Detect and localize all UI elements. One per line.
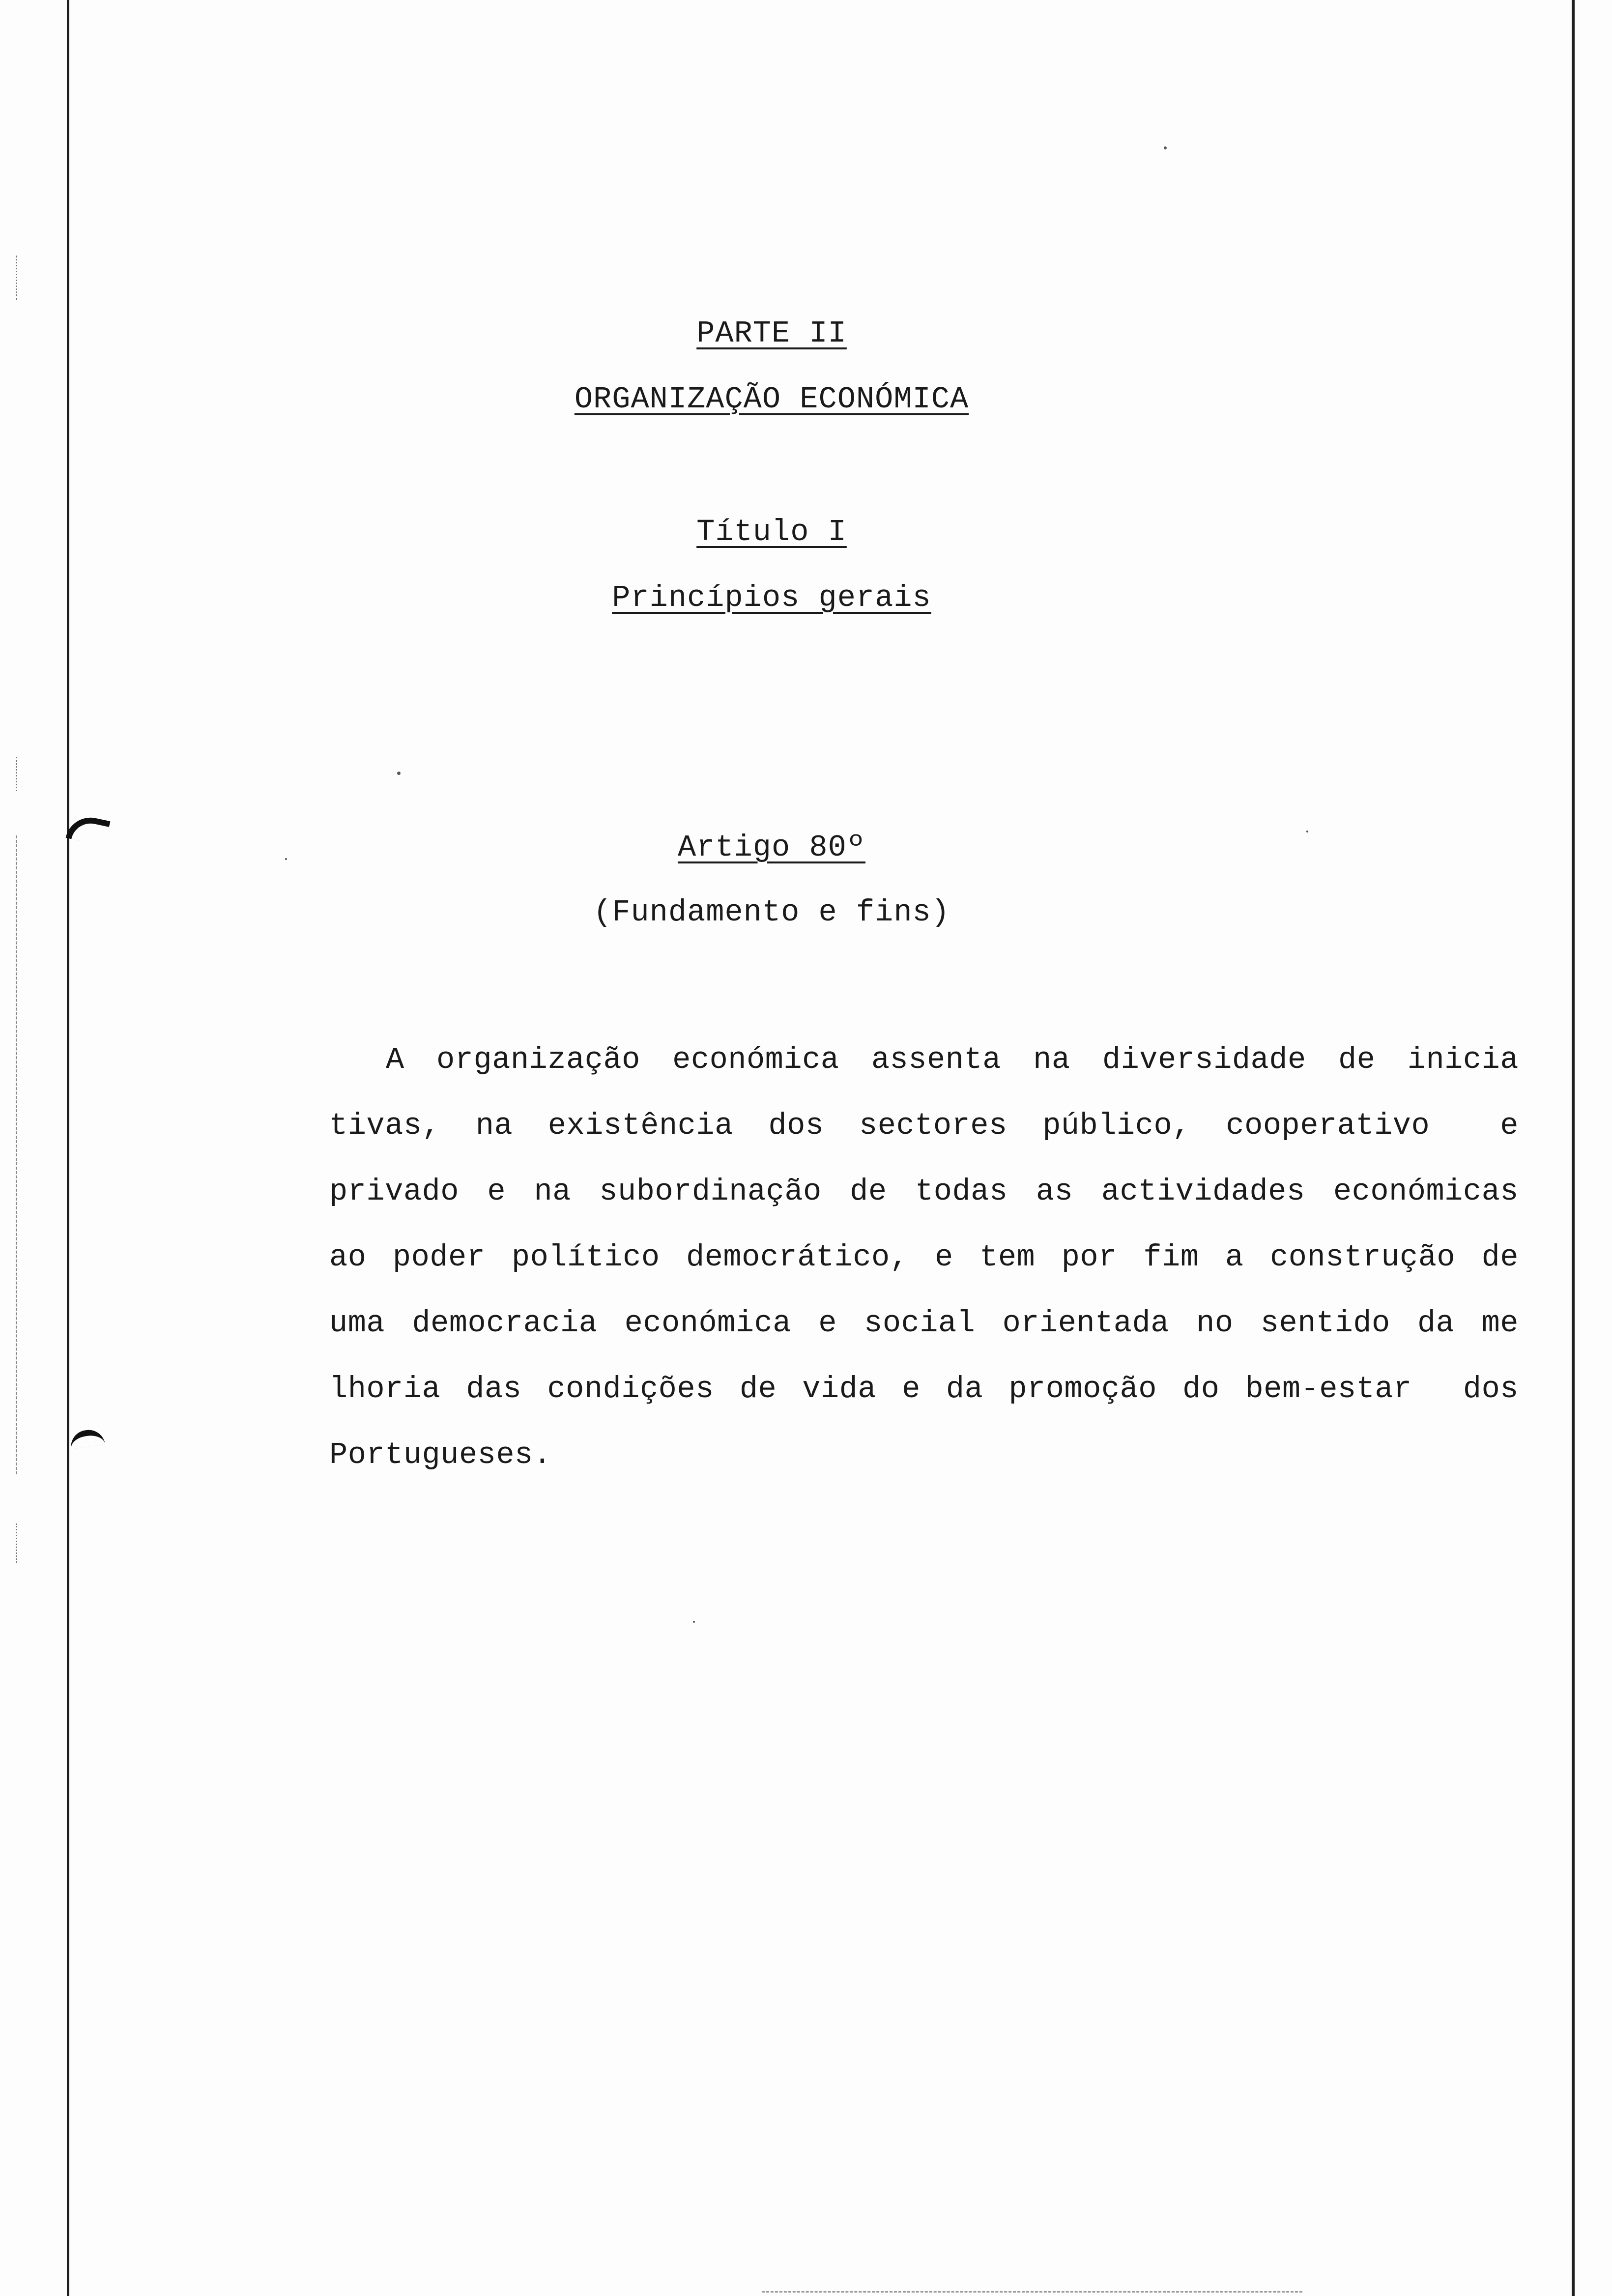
scan-edge-artifact bbox=[16, 1523, 19, 1563]
scan-speck bbox=[693, 1621, 695, 1623]
article-subject-heading bbox=[0, 897, 1578, 928]
scan-edge-artifact bbox=[16, 757, 19, 791]
paragraph-line: privado e na subordinação de todas as actividades económicas bbox=[329, 1174, 1519, 1209]
scan-speck bbox=[1164, 146, 1167, 149]
scan-edge-artifact bbox=[16, 835, 19, 1474]
scan-edge-artifact bbox=[16, 256, 19, 300]
paragraph-line: tivas, na existência dos sectores público, cooperativo e bbox=[329, 1108, 1519, 1143]
paragraph-line: Portugueses. bbox=[329, 1437, 552, 1472]
title-heading bbox=[0, 517, 1578, 547]
part-heading bbox=[0, 318, 1578, 349]
article-label: Artigo 80º bbox=[677, 830, 866, 865]
article-heading bbox=[0, 832, 1578, 863]
scan-speck bbox=[397, 772, 401, 775]
part-label: PARTE II bbox=[696, 316, 847, 351]
title-name: Princípios gerais bbox=[612, 580, 931, 615]
paragraph-line: uma democracia económica e social orientada no sentido da me bbox=[329, 1306, 1519, 1341]
paragraph-line: ao poder político democrático, e tem por fim a construção de bbox=[329, 1240, 1519, 1275]
scan-bottom-artifact bbox=[762, 2291, 1302, 2294]
punch-hole-mark-bottom bbox=[69, 1428, 105, 1449]
part-title-heading bbox=[0, 384, 1578, 415]
part-title: ORGANIZAÇÃO ECONÓMICA bbox=[574, 382, 969, 417]
title-name-heading bbox=[0, 580, 1578, 615]
article-subject: (Fundamento e fins) bbox=[593, 895, 950, 930]
article-paragraph bbox=[329, 1027, 1519, 1488]
paragraph-line: lhoria das condições de vida e da promoção do bem-estar dos bbox=[329, 1372, 1519, 1406]
title-label: Título I bbox=[696, 515, 847, 549]
paragraph-line: A organização económica assenta na diversidade de inicia bbox=[386, 1042, 1519, 1077]
